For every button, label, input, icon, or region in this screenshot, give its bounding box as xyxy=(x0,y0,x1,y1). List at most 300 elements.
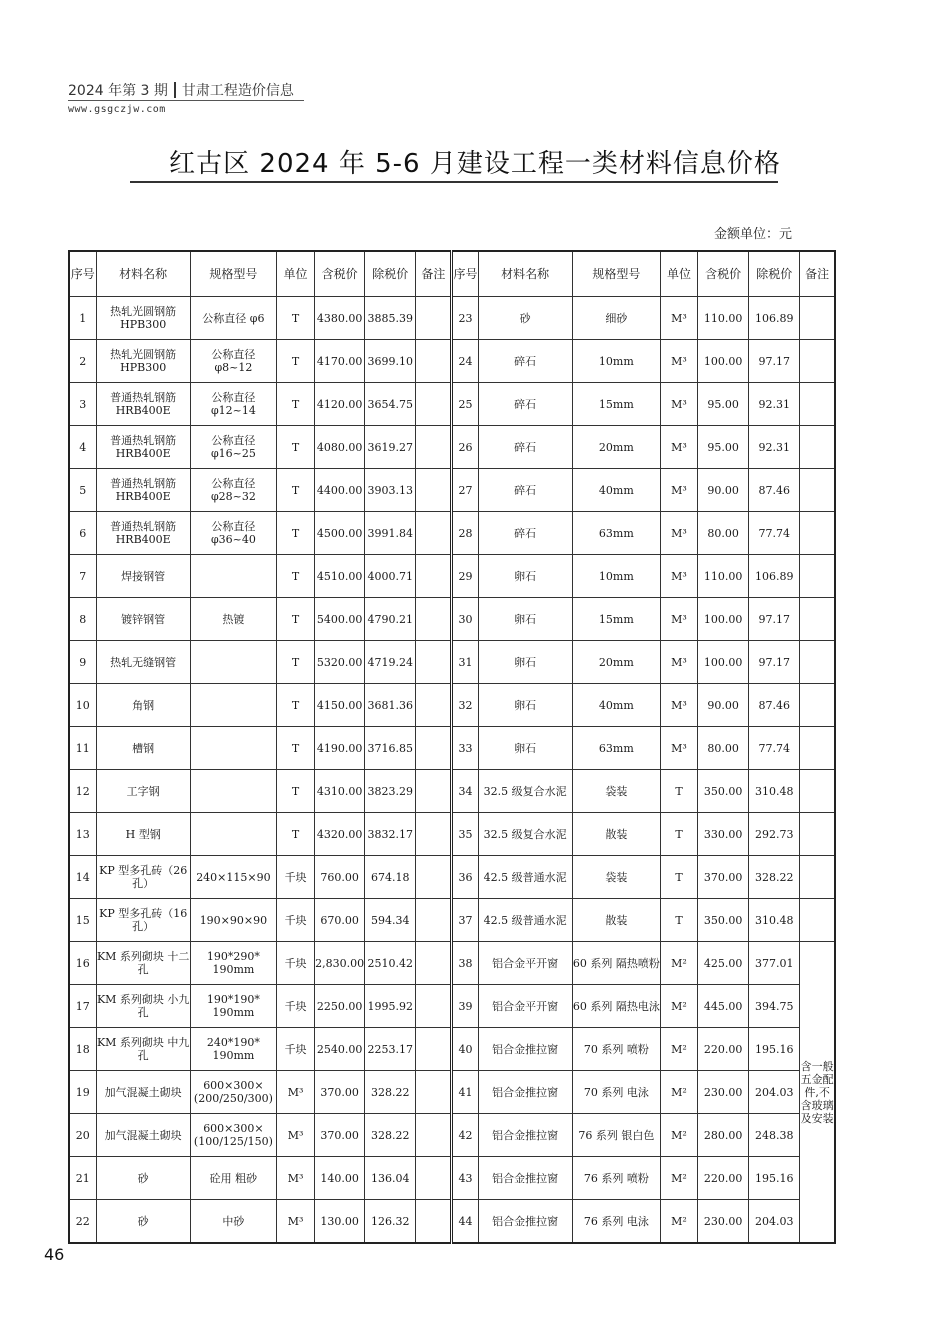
cell-notax: 3699.10 xyxy=(365,340,416,383)
cell-spec: 公称直径 φ8~12 xyxy=(190,340,276,383)
table-row xyxy=(69,813,835,856)
cell-no: 9 xyxy=(69,641,96,684)
cell-remark xyxy=(800,340,835,383)
cell-no: 35 xyxy=(452,813,478,856)
cell-notax: 92.31 xyxy=(749,383,800,426)
cell-spec: 10mm xyxy=(572,340,660,383)
cell-name: 卵石 xyxy=(478,727,572,770)
cell-remark xyxy=(416,856,452,899)
cell-unit: M³ xyxy=(277,1071,315,1114)
cell-spec: 63mm xyxy=(572,727,660,770)
cell-remark xyxy=(800,426,835,469)
cell-notax: 310.48 xyxy=(749,899,800,942)
cell-tax: 4190.00 xyxy=(315,727,365,770)
col-header-no: 序号 xyxy=(452,251,478,297)
cell-notax: 310.48 xyxy=(749,770,800,813)
cell-remark xyxy=(800,899,835,942)
cell-name: 热轧无缝钢管 xyxy=(96,641,190,684)
cell-spec xyxy=(190,813,276,856)
cell-spec: 15mm xyxy=(572,598,660,641)
cell-spec: 砼用 粗砂 xyxy=(190,1157,276,1200)
cell-unit: M³ xyxy=(277,1200,315,1244)
cell-tax: 220.00 xyxy=(698,1157,749,1200)
cell-unit: M³ xyxy=(660,383,697,426)
cell-unit: M² xyxy=(660,1028,697,1071)
cell-notax: 77.74 xyxy=(749,727,800,770)
cell-notax: 1995.92 xyxy=(365,985,416,1028)
cell-unit: T xyxy=(660,856,697,899)
cell-tax: 90.00 xyxy=(698,684,749,727)
cell-unit: M³ xyxy=(660,469,697,512)
cell-tax: 4120.00 xyxy=(315,383,365,426)
page-number: 46 xyxy=(44,1245,65,1264)
cell-spec: 600×300× (200/250/300) xyxy=(190,1071,276,1114)
table-row xyxy=(69,641,835,684)
cell-unit: T xyxy=(277,727,315,770)
cell-no: 22 xyxy=(69,1200,96,1244)
cell-unit: M² xyxy=(660,985,697,1028)
cell-tax: 95.00 xyxy=(698,383,749,426)
table-row xyxy=(69,1200,835,1244)
cell-remark xyxy=(416,1028,452,1071)
cell-name: 镀锌钢管 xyxy=(96,598,190,641)
cell-unit: T xyxy=(277,297,315,340)
cell-remark xyxy=(416,598,452,641)
cell-unit: M³ xyxy=(660,598,697,641)
cell-no: 44 xyxy=(452,1200,478,1244)
cell-tax: 670.00 xyxy=(315,899,365,942)
cell-no: 17 xyxy=(69,985,96,1028)
aluminum-remark: 含一般五金配件,不含玻璃及安装 xyxy=(800,942,835,1244)
cell-no: 41 xyxy=(452,1071,478,1114)
cell-notax: 3823.29 xyxy=(365,770,416,813)
cell-unit: M³ xyxy=(660,727,697,770)
cell-notax: 92.31 xyxy=(749,426,800,469)
cell-no: 39 xyxy=(452,985,478,1028)
cell-name: 普通热轧钢筋 HRB400E xyxy=(96,383,190,426)
cell-unit: M² xyxy=(660,1071,697,1114)
cell-unit: T xyxy=(660,899,697,942)
cell-unit: T xyxy=(277,684,315,727)
cell-spec xyxy=(190,555,276,598)
cell-name: 铝合金推拉窗 xyxy=(478,1157,572,1200)
cell-spec: 70 系列 电泳 xyxy=(572,1071,660,1114)
table-header-row xyxy=(69,251,835,297)
cell-tax: 95.00 xyxy=(698,426,749,469)
cell-tax: 5400.00 xyxy=(315,598,365,641)
cell-no: 31 xyxy=(452,641,478,684)
cell-no: 11 xyxy=(69,727,96,770)
cell-name: KP 型多孔砖（26 孔） xyxy=(96,856,190,899)
cell-remark xyxy=(800,297,835,340)
cell-notax: 2510.42 xyxy=(365,942,416,985)
cell-notax: 3832.17 xyxy=(365,813,416,856)
cell-spec: 20mm xyxy=(572,426,660,469)
cell-remark xyxy=(416,1157,452,1200)
cell-remark xyxy=(800,512,835,555)
cell-notax: 87.46 xyxy=(749,469,800,512)
cell-no: 8 xyxy=(69,598,96,641)
table-row xyxy=(69,469,835,512)
cell-no: 2 xyxy=(69,340,96,383)
cell-unit: 千块 xyxy=(277,985,315,1028)
cell-tax: 230.00 xyxy=(698,1071,749,1114)
cell-spec: 公称直径 φ16~25 xyxy=(190,426,276,469)
cell-spec: 190*290* 190mm xyxy=(190,942,276,985)
cell-tax: 100.00 xyxy=(698,340,749,383)
cell-remark xyxy=(800,813,835,856)
table-row xyxy=(69,426,835,469)
cell-unit: M³ xyxy=(277,1114,315,1157)
cell-unit: T xyxy=(277,770,315,813)
table-row xyxy=(69,297,835,340)
cell-tax: 130.00 xyxy=(315,1200,365,1244)
cell-no: 18 xyxy=(69,1028,96,1071)
cell-name: 卵石 xyxy=(478,598,572,641)
cell-unit: T xyxy=(277,641,315,684)
cell-name: KM 系列砌块 中九孔 xyxy=(96,1028,190,1071)
cell-name: 碎石 xyxy=(478,383,572,426)
cell-unit: T xyxy=(277,383,315,426)
cell-name: 42.5 级普通水泥 xyxy=(478,856,572,899)
cell-tax: 350.00 xyxy=(698,770,749,813)
header-rule xyxy=(68,100,304,101)
col-header-notax-price: 除税价 xyxy=(749,251,800,297)
cell-unit: M² xyxy=(660,1157,697,1200)
cell-notax: 377.01 xyxy=(749,942,800,985)
cell-no: 38 xyxy=(452,942,478,985)
cell-no: 5 xyxy=(69,469,96,512)
table-row xyxy=(69,985,835,1028)
cell-notax: 97.17 xyxy=(749,340,800,383)
cell-unit: M² xyxy=(660,942,697,985)
cell-unit: T xyxy=(277,512,315,555)
cell-no: 42 xyxy=(452,1114,478,1157)
col-header-name: 材料名称 xyxy=(96,251,190,297)
cell-name: KM 系列砌块 小九孔 xyxy=(96,985,190,1028)
cell-name: 砂 xyxy=(96,1200,190,1244)
table-row xyxy=(69,1114,835,1157)
cell-remark xyxy=(416,469,452,512)
cell-spec: 190×90×90 xyxy=(190,899,276,942)
cell-name: 42.5 级普通水泥 xyxy=(478,899,572,942)
cell-tax: 350.00 xyxy=(698,899,749,942)
cell-tax: 2,830.00 xyxy=(315,942,365,985)
cell-notax: 195.16 xyxy=(749,1028,800,1071)
cell-notax: 204.03 xyxy=(749,1071,800,1114)
cell-name: 卵石 xyxy=(478,555,572,598)
cell-remark xyxy=(800,727,835,770)
cell-no: 25 xyxy=(452,383,478,426)
table-row xyxy=(69,340,835,383)
cell-remark xyxy=(416,942,452,985)
cell-spec: 公称直径 φ6 xyxy=(190,297,276,340)
cell-remark xyxy=(416,727,452,770)
cell-tax: 220.00 xyxy=(698,1028,749,1071)
cell-name: 角钢 xyxy=(96,684,190,727)
col-header-remark: 备注 xyxy=(800,251,835,297)
cell-no: 20 xyxy=(69,1114,96,1157)
cell-tax: 230.00 xyxy=(698,1200,749,1244)
cell-tax: 4080.00 xyxy=(315,426,365,469)
cell-unit: M³ xyxy=(660,555,697,598)
cell-tax: 425.00 xyxy=(698,942,749,985)
cell-spec: 袋装 xyxy=(572,770,660,813)
cell-tax: 2540.00 xyxy=(315,1028,365,1071)
cell-tax: 280.00 xyxy=(698,1114,749,1157)
cell-remark xyxy=(800,555,835,598)
cell-remark xyxy=(416,555,452,598)
cell-notax: 3654.75 xyxy=(365,383,416,426)
cell-tax: 4150.00 xyxy=(315,684,365,727)
cell-notax: 195.16 xyxy=(749,1157,800,1200)
website-url: www.gsgczjw.com xyxy=(68,104,166,115)
cell-unit: M³ xyxy=(277,1157,315,1200)
cell-tax: 110.00 xyxy=(698,297,749,340)
cell-notax: 204.03 xyxy=(749,1200,800,1244)
cell-name: 热轧光圆钢筋 HPB300 xyxy=(96,297,190,340)
table-row xyxy=(69,942,835,985)
cell-notax: 136.04 xyxy=(365,1157,416,1200)
cell-remark xyxy=(800,598,835,641)
cell-unit: M² xyxy=(660,1114,697,1157)
cell-name: 普通热轧钢筋 HRB400E xyxy=(96,512,190,555)
cell-name: 砂 xyxy=(96,1157,190,1200)
cell-spec: 240×115×90 xyxy=(190,856,276,899)
cell-no: 6 xyxy=(69,512,96,555)
cell-no: 4 xyxy=(69,426,96,469)
cell-remark xyxy=(416,340,452,383)
cell-no: 26 xyxy=(452,426,478,469)
cell-unit: T xyxy=(277,426,315,469)
cell-no: 33 xyxy=(452,727,478,770)
cell-notax: 674.18 xyxy=(365,856,416,899)
cell-unit: M³ xyxy=(660,684,697,727)
cell-unit: M³ xyxy=(660,426,697,469)
cell-unit: M³ xyxy=(660,340,697,383)
cell-spec xyxy=(190,727,276,770)
cell-remark xyxy=(800,770,835,813)
cell-remark xyxy=(416,1071,452,1114)
cell-spec: 76 系列 喷粉 xyxy=(572,1157,660,1200)
table-row xyxy=(69,555,835,598)
cell-name: 卵石 xyxy=(478,684,572,727)
cell-spec: 600×300× (100/125/150) xyxy=(190,1114,276,1157)
cell-tax: 5320.00 xyxy=(315,641,365,684)
cell-no: 29 xyxy=(452,555,478,598)
cell-spec: 76 系列 电泳 xyxy=(572,1200,660,1244)
cell-name: 槽钢 xyxy=(96,727,190,770)
cell-notax: 97.17 xyxy=(749,598,800,641)
cell-notax: 4719.24 xyxy=(365,641,416,684)
cell-spec: 60 系列 隔热喷粉 xyxy=(572,942,660,985)
cell-no: 12 xyxy=(69,770,96,813)
cell-tax: 4310.00 xyxy=(315,770,365,813)
cell-no: 27 xyxy=(452,469,478,512)
cell-no: 21 xyxy=(69,1157,96,1200)
cell-remark xyxy=(416,426,452,469)
table-row xyxy=(69,770,835,813)
cell-name: 32.5 级复合水泥 xyxy=(478,813,572,856)
cell-spec: 40mm xyxy=(572,684,660,727)
cell-spec: 公称直径 φ36~40 xyxy=(190,512,276,555)
cell-spec: 散装 xyxy=(572,899,660,942)
cell-spec: 热镀 xyxy=(190,598,276,641)
cell-spec: 63mm xyxy=(572,512,660,555)
cell-no: 40 xyxy=(452,1028,478,1071)
cell-tax: 4400.00 xyxy=(315,469,365,512)
title-underline xyxy=(130,181,778,183)
cell-spec: 15mm xyxy=(572,383,660,426)
cell-tax: 445.00 xyxy=(698,985,749,1028)
cell-remark xyxy=(416,899,452,942)
cell-unit: T xyxy=(660,813,697,856)
cell-unit: T xyxy=(660,770,697,813)
cell-no: 37 xyxy=(452,899,478,942)
header-separator xyxy=(174,82,176,98)
cell-unit: T xyxy=(277,469,315,512)
cell-notax: 77.74 xyxy=(749,512,800,555)
cell-notax: 3716.85 xyxy=(365,727,416,770)
cell-no: 30 xyxy=(452,598,478,641)
cell-notax: 106.89 xyxy=(749,297,800,340)
cell-tax: 90.00 xyxy=(698,469,749,512)
cell-notax: 248.38 xyxy=(749,1114,800,1157)
cell-remark xyxy=(416,1200,452,1244)
cell-tax: 4320.00 xyxy=(315,813,365,856)
table-row xyxy=(69,1028,835,1071)
cell-unit: 千块 xyxy=(277,899,315,942)
cell-tax: 4510.00 xyxy=(315,555,365,598)
cell-notax: 3681.36 xyxy=(365,684,416,727)
cell-name: 铝合金推拉窗 xyxy=(478,1114,572,1157)
table-row xyxy=(69,1071,835,1114)
cell-spec: 20mm xyxy=(572,641,660,684)
cell-remark xyxy=(800,684,835,727)
col-header-tax-price: 含税价 xyxy=(315,251,365,297)
cell-notax: 126.32 xyxy=(365,1200,416,1244)
cell-remark xyxy=(416,297,452,340)
cell-name: 32.5 级复合水泥 xyxy=(478,770,572,813)
cell-unit: 千块 xyxy=(277,942,315,985)
cell-remark xyxy=(800,469,835,512)
cell-notax: 2253.17 xyxy=(365,1028,416,1071)
cell-no: 3 xyxy=(69,383,96,426)
cell-name: 工字钢 xyxy=(96,770,190,813)
cell-remark xyxy=(416,985,452,1028)
cell-name: 铝合金推拉窗 xyxy=(478,1200,572,1244)
cell-no: 1 xyxy=(69,297,96,340)
cell-spec: 240*190* 190mm xyxy=(190,1028,276,1071)
col-header-unit: 单位 xyxy=(277,251,315,297)
cell-notax: 3885.39 xyxy=(365,297,416,340)
cell-notax: 106.89 xyxy=(749,555,800,598)
table-row xyxy=(69,856,835,899)
cell-name: 碎石 xyxy=(478,512,572,555)
cell-name: KP 型多孔砖（16 孔） xyxy=(96,899,190,942)
price-table xyxy=(68,250,836,1244)
col-header-notax-price: 除税价 xyxy=(365,251,416,297)
cell-spec xyxy=(190,684,276,727)
issue-label: 2024 年第 3 期 xyxy=(68,83,168,99)
cell-no: 10 xyxy=(69,684,96,727)
cell-no: 34 xyxy=(452,770,478,813)
cell-spec: 10mm xyxy=(572,555,660,598)
cell-no: 13 xyxy=(69,813,96,856)
cell-no: 7 xyxy=(69,555,96,598)
cell-unit: T xyxy=(277,598,315,641)
cell-notax: 4790.21 xyxy=(365,598,416,641)
table-row xyxy=(69,727,835,770)
cell-spec xyxy=(190,641,276,684)
col-header-unit: 单位 xyxy=(660,251,697,297)
cell-notax: 328.22 xyxy=(365,1071,416,1114)
cell-notax: 87.46 xyxy=(749,684,800,727)
cell-name: 碎石 xyxy=(478,340,572,383)
cell-unit: T xyxy=(277,555,315,598)
cell-name: 卵石 xyxy=(478,641,572,684)
cell-remark xyxy=(416,641,452,684)
cell-name: 焊接钢管 xyxy=(96,555,190,598)
cell-spec: 中砂 xyxy=(190,1200,276,1244)
col-header-spec: 规格型号 xyxy=(572,251,660,297)
cell-name: 碎石 xyxy=(478,469,572,512)
cell-spec: 76 系列 银白色 xyxy=(572,1114,660,1157)
cell-unit: M³ xyxy=(660,512,697,555)
cell-remark xyxy=(416,684,452,727)
cell-remark xyxy=(800,641,835,684)
cell-tax: 100.00 xyxy=(698,641,749,684)
cell-notax: 3991.84 xyxy=(365,512,416,555)
cell-spec: 70 系列 喷粉 xyxy=(572,1028,660,1071)
cell-notax: 292.73 xyxy=(749,813,800,856)
cell-remark xyxy=(416,813,452,856)
magazine-name: 甘肃工程造价信息 xyxy=(181,83,294,99)
cell-unit: M³ xyxy=(660,641,697,684)
cell-unit: T xyxy=(277,340,315,383)
cell-name: 砂 xyxy=(478,297,572,340)
page-title: 红古区 2024 年 5-6 月建设工程一类材料信息价格 xyxy=(169,149,781,179)
cell-no: 36 xyxy=(452,856,478,899)
cell-unit: 千块 xyxy=(277,856,315,899)
table-row xyxy=(69,512,835,555)
cell-no: 16 xyxy=(69,942,96,985)
cell-name: 加气混凝土砌块 xyxy=(96,1114,190,1157)
cell-notax: 3903.13 xyxy=(365,469,416,512)
cell-notax: 328.22 xyxy=(749,856,800,899)
cell-remark xyxy=(800,383,835,426)
cell-spec: 袋装 xyxy=(572,856,660,899)
cell-tax: 100.00 xyxy=(698,598,749,641)
cell-remark xyxy=(416,1114,452,1157)
cell-tax: 4170.00 xyxy=(315,340,365,383)
cell-remark xyxy=(800,856,835,899)
cell-name: 铝合金平开窗 xyxy=(478,985,572,1028)
cell-no: 14 xyxy=(69,856,96,899)
issue-header xyxy=(68,80,294,100)
cell-unit: T xyxy=(277,813,315,856)
cell-tax: 80.00 xyxy=(698,727,749,770)
cell-spec: 190*190* 190mm xyxy=(190,985,276,1028)
cell-name: 碎石 xyxy=(478,426,572,469)
cell-tax: 370.00 xyxy=(698,856,749,899)
cell-spec: 散装 xyxy=(572,813,660,856)
cell-spec: 60 系列 隔热电泳 xyxy=(572,985,660,1028)
cell-tax: 4500.00 xyxy=(315,512,365,555)
cell-remark xyxy=(416,512,452,555)
cell-spec: 40mm xyxy=(572,469,660,512)
cell-no: 15 xyxy=(69,899,96,942)
